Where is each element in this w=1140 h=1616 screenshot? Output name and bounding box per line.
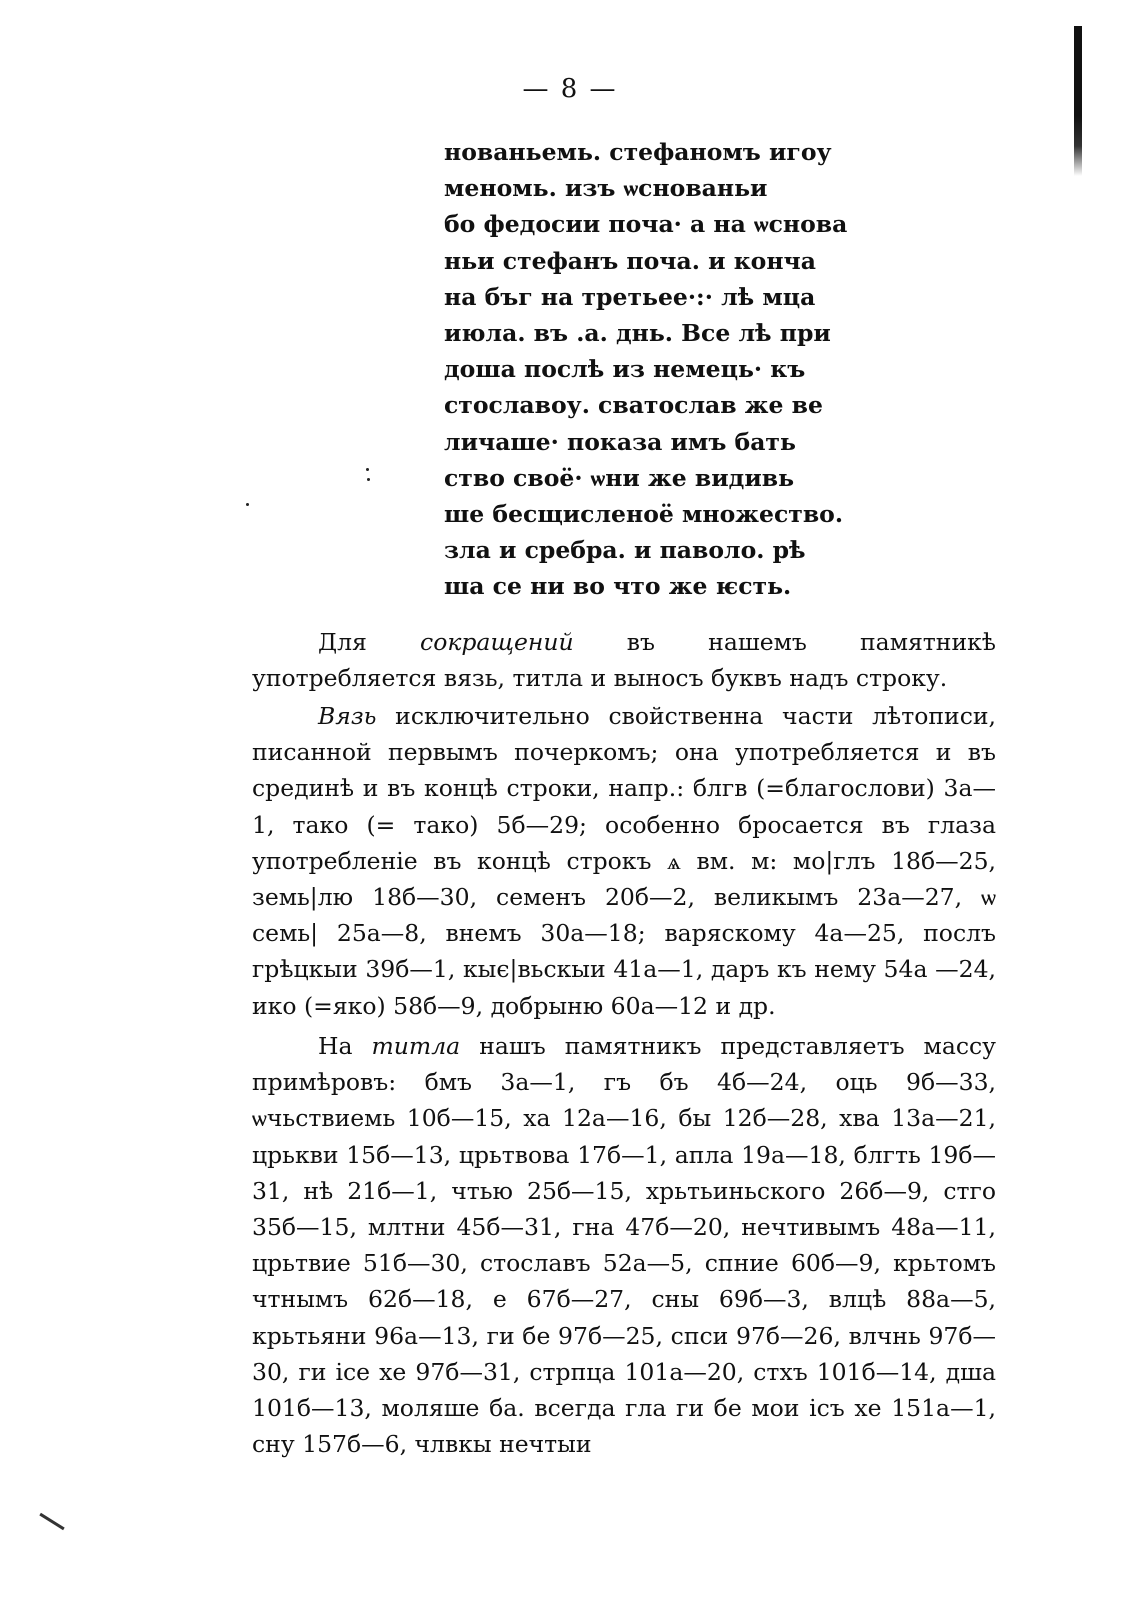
quote-line: личаше· показа имъ бать bbox=[444, 427, 796, 456]
quote-line: меномь. изъ ѡснованьи bbox=[444, 174, 768, 203]
quote-line: бо федосии поча· а на ѡснова bbox=[444, 210, 848, 239]
term-ligature: Вязь bbox=[318, 702, 377, 730]
paragraph-titlo bbox=[252, 1028, 996, 1462]
quote-line: доша послѣ из немець· къ bbox=[444, 355, 806, 384]
quote-line: на бъг на третьее·:· лѣ мца bbox=[444, 282, 816, 311]
paragraph-text: въ нашемъ памятникѣ употребляется вязь, титла и выносъ буквъ надъ строку. bbox=[252, 628, 996, 693]
scan-speck bbox=[366, 468, 369, 471]
quote-line: нованьемь. стефаномъ игоу bbox=[444, 138, 832, 166]
paragraph-text: нашъ памятникъ представляетъ массу примѣровъ: бмъ 3а—1, гъ бъ 4б—24, оць 9б—33, ѡчьствиемь 10б—15, ха 12а—16, бы 12б—28, хва 13а—21, црькви 15б—13, црьтвова 17б—1, апла 19а—18, блгть 19б—31, нѣ 21б—1, чтью 25б—15, хрьтьиньского 26б—9, стго 35б—15, млтни 45б—31, гна 47б—20, нечтивымъ 48а—11, црьтвие 51б—30, стославъ 52а—5, спние 60б—9, крьтомъ чтнымъ 62б—18, е 67б—27, сны 69б—3, влцѣ 88а—5, крьтьяни 96а—13, ги бе 97б—25, спси 97б—26, влчнь 97б—30, ги ісе хе 97б—31, стрпца 101а—20, стхъ 101б—14, дша 101б—13, моляше ба. всегда гла ги бе мои ісъ хе 151а—1, сну 157б—6, члвкы нечтыи bbox=[252, 1032, 996, 1459]
quote-line: ньи стефанъ поча. и конча bbox=[444, 246, 816, 275]
scan-scratch bbox=[39, 1513, 64, 1530]
paragraph-ligature bbox=[252, 698, 996, 1024]
page-number: — 8 — bbox=[522, 74, 618, 104]
paragraph-text: На bbox=[318, 1032, 372, 1060]
scan-speck bbox=[246, 503, 249, 506]
paragraph-abbreviations bbox=[252, 624, 996, 696]
quote-line: ше бесщисленоё множество. bbox=[444, 500, 844, 529]
quote-line: зла и сребра. и паволо. рѣ bbox=[444, 536, 806, 565]
paragraph-text: исключительно свойственна части лѣтописи, писанной первымъ почеркомъ; она употребляется и въ срединѣ и въ концѣ строки, напр.: блгв (=благослови) 3а—1, тако (= тако) 5б—29; особенно бросается въ глаза употребленіе въ концѣ строкъ ѧ вм. м: мо|глъ 18б—25, земь|лю 18б—30, семенъ 20б—2, великымъ 23а—27, ѡ семь| 25а—8, внемъ 30а—18; варяскому 4а—25, послъ грѣцкыи 39б—1, кыє|вьскыи 41а—1, даръ къ нему 54а —24, ико (=яко) 58б—9, добрыню 60а—12 и др. bbox=[252, 702, 996, 1020]
paragraph-text: Для bbox=[318, 628, 421, 656]
quote-line: ша се ни во что же ѥсть. bbox=[444, 572, 792, 601]
term-abbreviations: сокращений bbox=[420, 628, 574, 656]
quote-line: стославоу. сватослав же ве bbox=[444, 391, 823, 420]
quoted-chronicle-excerpt bbox=[444, 134, 884, 605]
quote-line: ство своё· ѡни же видивь bbox=[444, 463, 795, 492]
scan-speck bbox=[367, 478, 370, 481]
term-titlo: титла bbox=[371, 1032, 461, 1060]
quote-line: июла. въ .а. днь. Все лѣ при bbox=[444, 319, 831, 348]
